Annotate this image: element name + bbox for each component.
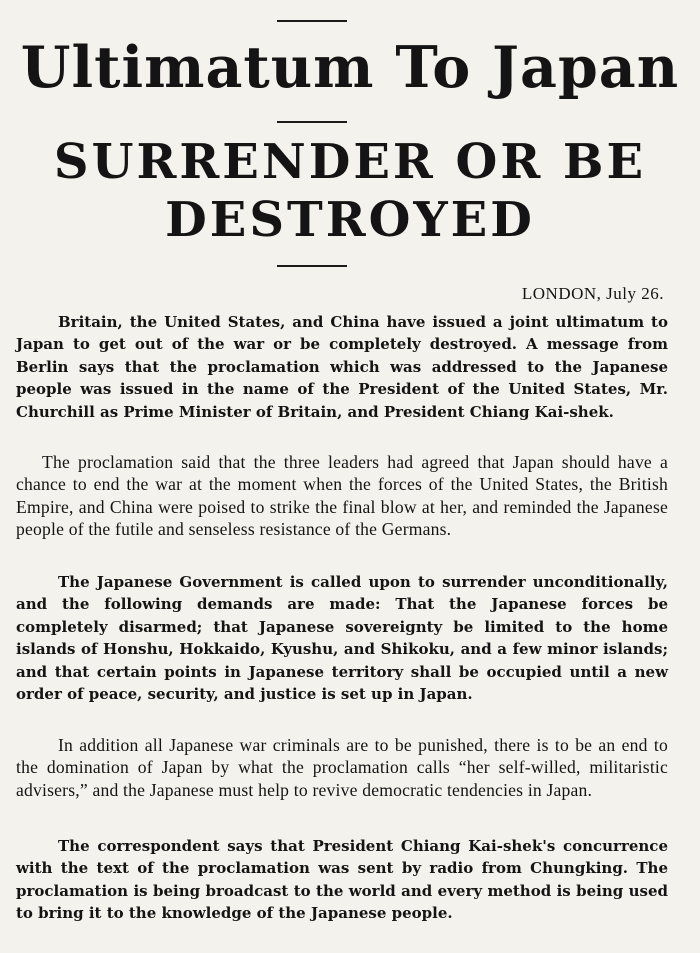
article-paragraph-3 (16, 571, 668, 705)
paragraph-4-text: In addition all Japanese war criminals are to be punished, there is to be an end to the domination of Japan by what the proclamation calls “her self-willed, militaristic advisers,” and the Japanese must help to revive democratic tendencies in Japan. (16, 735, 668, 800)
dateline: LONDON, July 26. (521, 284, 664, 303)
article-paragraph-1 (16, 311, 668, 423)
headline-subtitle-line1: SURRENDER OR BE (53, 134, 647, 190)
headline-title: Ultimatum To Japan (20, 34, 680, 101)
paragraph-3-text: The Japanese Government is called upon to surrender unconditionally, and the following demands are made: That the Japanese forces be completely disarmed; that Japanese sovereignty be limited to the home islands of Honshu, Hokkaido, Kyushu, and Shikoku, and a few minor islands; and that certain points in Japanese territory shall be occupied until a new order of peace, security, and justice is set up in Japan. (16, 573, 668, 704)
article-paragraph-5 (16, 835, 668, 925)
lower-divider-rule (277, 265, 347, 267)
headline-subtitle-line2: DESTROYED (165, 192, 535, 248)
middle-divider-rule (277, 121, 347, 123)
article-paragraph-4 (16, 734, 668, 801)
paragraph-2-text: The proclamation said that the three leaders had agreed that Japan should have a chance to end the war at the moment when the forces of the United States, the British Empire, and China were poised to strike the final blow at her, and reminded the Japanese people of the futile and senseless resistance of the Germans. (16, 452, 668, 540)
article-paragraph-2 (16, 451, 668, 541)
top-divider-rule (277, 20, 347, 22)
paragraph-1-text: Britain, the United States, and China have issued a joint ultimatum to Japan to get out of the war or be completely destroyed. A message from Berlin says that the proclamation which was addressed to the Japanese people was issued in the name of the President of the United States, Mr. Churchill as Prime Minister of Britain, and President Chiang Kai-shek. (16, 313, 668, 421)
paragraph-5-text: The correspondent says that President Chiang Kai-shek's concurrence with the text of the proclamation was sent by radio from Chungking. The proclamation is being broadcast to the world and every method is being used to bring it to the knowledge of the Japanese people. (16, 837, 668, 923)
